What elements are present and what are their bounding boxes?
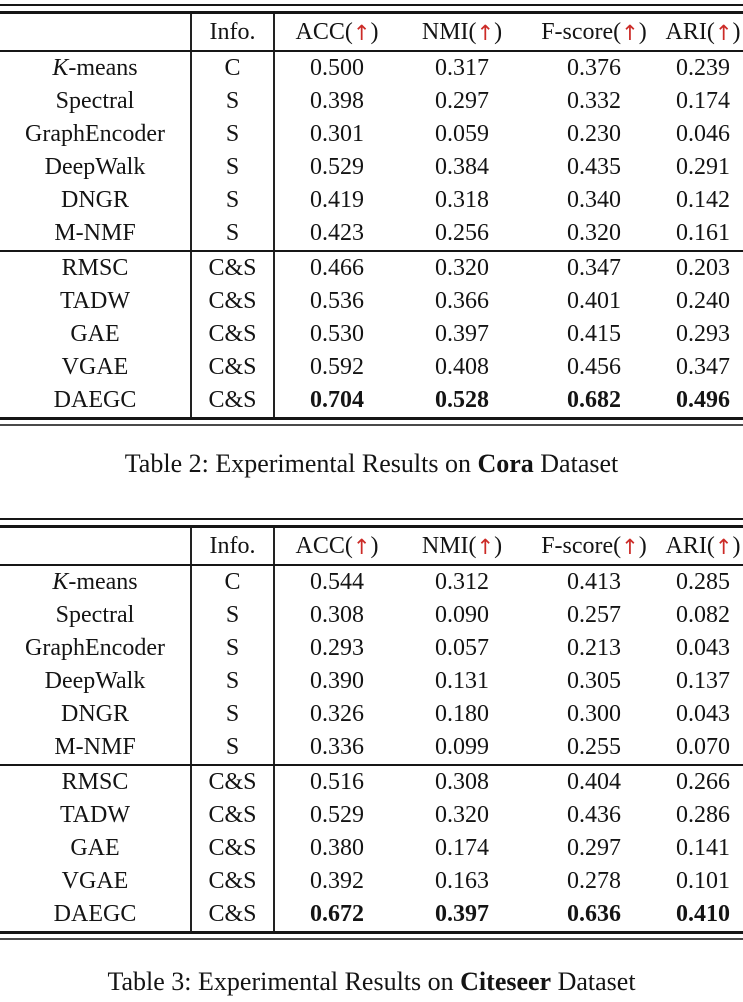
method-cell [0,184,190,217]
info-cell: C [190,566,275,599]
method-label: TADW [59,802,131,828]
value-cell: 0.090 [435,602,489,628]
table-row [0,217,743,250]
value-cell: 0.536 [310,288,364,314]
value-cell: 0.101 [676,868,730,894]
value-cell: 0.347 [676,354,730,380]
header-metric-ari: ARI( ↑ ) [665,532,741,559]
header-method-spacer [0,528,190,564]
value-cell: 0.174 [676,88,730,114]
table-row [0,566,743,599]
table-group-combined-info [0,252,743,417]
value-cells [275,118,743,151]
table-row [0,766,743,799]
header-metric-acc: ACC( ↑ ) [295,532,379,559]
value-cells [275,384,743,417]
value-cell: 0.297 [567,835,621,861]
method-cell [0,898,190,931]
method-label: DAEGC [53,387,137,413]
method-label: -means [68,569,138,595]
value-cell: 0.318 [435,187,489,213]
method-label: TADW [59,288,131,314]
method-cell [0,52,190,85]
method-cell [0,799,190,832]
value-cell: 0.174 [435,835,489,861]
value-cell: 0.436 [567,802,621,828]
header-method-spacer [0,14,190,50]
up-arrow-icon: ↑ [476,20,495,45]
value-cell: 0.057 [435,635,489,661]
value-cell: 0.340 [567,187,621,213]
method-cell [0,865,190,898]
value-cell: 0.239 [676,55,730,81]
table-header-row [0,14,743,50]
value-cells [275,599,743,632]
value-cell: 0.320 [567,220,621,246]
method-cell [0,665,190,698]
method-cell [0,566,190,599]
info-cell: S [190,85,275,118]
value-cell: 0.419 [310,187,364,213]
cora-results-table [0,4,743,426]
value-cell: 0.530 [310,321,364,347]
table-row [0,384,743,417]
value-cell: 0.529 [310,802,364,828]
table-group-single-info [0,52,743,250]
value-cell: 0.305 [567,668,621,694]
value-cells [275,799,743,832]
method-label: RMSC [61,769,129,795]
table-row [0,151,743,184]
up-arrow-icon: ↑ [352,20,371,45]
info-cell: C&S [190,799,275,832]
table-group-single-info [0,566,743,764]
value-cell: 0.317 [435,55,489,81]
value-cell: 0.291 [676,154,730,180]
info-cell: C&S [190,766,275,799]
method-label: Spectral [55,88,135,114]
method-cell [0,151,190,184]
value-cell: 0.142 [676,187,730,213]
value-cell: 0.320 [435,802,489,828]
up-arrow-icon: ↑ [476,534,495,559]
value-cell: 0.082 [676,602,730,628]
value-cell: 0.278 [567,868,621,894]
value-cell: 0.408 [435,354,489,380]
caption-suffix: Dataset [551,967,636,996]
method-cell [0,632,190,665]
info-cell: S [190,151,275,184]
header-metric-f-score: F-score( ↑ ) [541,532,647,559]
value-cell: 0.544 [310,569,364,595]
value-cell: 0.332 [567,88,621,114]
info-cell: C [190,52,275,85]
value-cell: 0.213 [567,635,621,661]
value-cells [275,85,743,118]
value-cell: 0.099 [435,734,489,760]
value-cells [275,898,743,931]
value-cell: 0.070 [676,734,730,760]
up-arrow-icon: ↑ [714,20,733,45]
value-cell: 0.397 [435,321,489,347]
method-label: K [52,569,69,595]
table-row [0,865,743,898]
method-label: DNGR [60,701,129,727]
table-row [0,632,743,665]
header-metric-ari: ARI( ↑ ) [665,18,741,45]
method-label: GAE [70,321,120,347]
up-arrow-icon: ↑ [352,534,371,559]
value-cell: 0.435 [567,154,621,180]
value-cell: 0.466 [310,255,364,281]
method-cell [0,832,190,865]
value-cells [275,698,743,731]
value-cells [275,766,743,799]
info-cell: C&S [190,351,275,384]
table-row [0,118,743,151]
method-label: DeepWalk [44,154,146,180]
method-cell [0,285,190,318]
method-cell [0,599,190,632]
info-cell: C&S [190,252,275,285]
caption-dataset-name: Cora [477,449,534,478]
paper-results-figure [0,4,743,1002]
value-cells [275,731,743,764]
value-cell: 0.384 [435,154,489,180]
value-cell: 0.312 [435,569,489,595]
value-cell: 0.043 [676,635,730,661]
value-cell: 0.516 [310,769,364,795]
method-label: M-NMF [54,734,136,760]
value-cell: 0.500 [310,55,364,81]
table-header-row [0,528,743,564]
method-label: GraphEncoder [25,121,165,147]
method-label: RMSC [61,255,129,281]
table-row [0,252,743,285]
table-row [0,285,743,318]
value-cells [275,665,743,698]
table-caption-citeseer [0,966,743,998]
up-arrow-icon: ↑ [714,534,733,559]
value-cell: 0.704 [310,387,364,413]
value-cell: 0.301 [310,121,364,147]
table-row [0,52,743,85]
value-cell: 0.161 [676,220,730,246]
info-cell: S [190,731,275,764]
value-cell: 0.059 [435,121,489,147]
value-cell: 0.240 [676,288,730,314]
value-cell: 0.392 [310,868,364,894]
method-cell [0,698,190,731]
value-cells [275,832,743,865]
value-cells [275,217,743,250]
info-cell: C&S [190,318,275,351]
method-label: DNGR [60,187,129,213]
value-cell: 0.286 [676,802,730,828]
method-label: Spectral [55,602,135,628]
info-cell: S [190,184,275,217]
info-cell: S [190,665,275,698]
method-cell [0,252,190,285]
header-metric-nmi: NMI( ↑ ) [421,18,503,45]
table-row [0,85,743,118]
method-label: -means [68,55,138,81]
value-cell: 0.043 [676,701,730,727]
table-row [0,698,743,731]
value-cell: 0.390 [310,668,364,694]
value-cell: 0.255 [567,734,621,760]
citeseer-results-table [0,518,743,940]
method-cell [0,351,190,384]
method-cell [0,384,190,417]
method-label: VGAE [61,868,129,894]
value-cell: 0.410 [676,901,730,927]
info-cell: S [190,599,275,632]
info-cell: S [190,118,275,151]
method-label: GraphEncoder [25,635,165,661]
method-label: M-NMF [54,220,136,246]
value-cell: 0.380 [310,835,364,861]
value-cell: 0.347 [567,255,621,281]
info-cell: S [190,217,275,250]
table-row [0,351,743,384]
method-cell [0,118,190,151]
method-cell [0,85,190,118]
value-cell: 0.256 [435,220,489,246]
header-info-label: Info. [190,14,275,50]
method-label: DAEGC [53,901,137,927]
value-cells [275,351,743,384]
table-row [0,898,743,931]
value-cell: 0.300 [567,701,621,727]
value-cells [275,184,743,217]
value-cell: 0.404 [567,769,621,795]
value-cell: 0.423 [310,220,364,246]
header-metrics [275,14,743,50]
value-cell: 0.137 [676,668,730,694]
table-bottom-rule-outer [0,938,743,940]
value-cell: 0.293 [676,321,730,347]
value-cell: 0.672 [310,901,364,927]
caption-prefix: Table 3: Experimental Results on [107,967,461,996]
value-cell: 0.401 [567,288,621,314]
value-cell: 0.230 [567,121,621,147]
value-cell: 0.293 [310,635,364,661]
info-cell: C&S [190,285,275,318]
value-cell: 0.529 [310,154,364,180]
header-metric-nmi: NMI( ↑ ) [421,532,503,559]
method-label: GAE [70,835,120,861]
value-cell: 0.141 [676,835,730,861]
header-metric-acc: ACC( ↑ ) [295,18,379,45]
caption-dataset-name: Citeseer [460,967,552,996]
info-cell: S [190,698,275,731]
value-cell: 0.376 [567,55,621,81]
value-cell: 0.266 [676,769,730,795]
value-cell: 0.326 [310,701,364,727]
value-cells [275,865,743,898]
header-metrics [275,528,743,564]
info-cell: C&S [190,898,275,931]
value-cell: 0.397 [435,901,489,927]
table-row [0,832,743,865]
info-cell: C&S [190,865,275,898]
method-cell [0,731,190,764]
method-label: DeepWalk [44,668,146,694]
caption-prefix: Table 2: Experimental Results on [124,449,478,478]
method-cell [0,318,190,351]
info-cell: S [190,632,275,665]
value-cell: 0.046 [676,121,730,147]
table-row [0,665,743,698]
value-cell: 0.398 [310,88,364,114]
value-cell: 0.456 [567,354,621,380]
method-label: VGAE [61,354,129,380]
value-cell: 0.203 [676,255,730,281]
value-cell: 0.496 [676,387,730,413]
value-cell: 0.415 [567,321,621,347]
value-cells [275,632,743,665]
value-cell: 0.308 [435,769,489,795]
value-cell: 0.528 [435,387,489,413]
table-row [0,318,743,351]
value-cell: 0.682 [567,387,621,413]
table-group-combined-info [0,766,743,931]
method-label: K [52,55,69,81]
value-cells [275,285,743,318]
info-cell: C&S [190,384,275,417]
value-cell: 0.336 [310,734,364,760]
method-cell [0,766,190,799]
value-cells [275,151,743,184]
value-cells [275,252,743,285]
value-cell: 0.413 [567,569,621,595]
value-cell: 0.285 [676,569,730,595]
value-cell: 0.592 [310,354,364,380]
table-row [0,799,743,832]
value-cell: 0.297 [435,88,489,114]
table-caption-cora [0,448,743,480]
info-cell: C&S [190,832,275,865]
header-info-label: Info. [190,528,275,564]
value-cells [275,52,743,85]
value-cell: 0.257 [567,602,621,628]
table-row [0,731,743,764]
value-cell: 0.180 [435,701,489,727]
value-cells [275,318,743,351]
header-metric-f-score: F-score( ↑ ) [541,18,647,45]
up-arrow-icon: ↑ [621,534,639,559]
value-cell: 0.163 [435,868,489,894]
up-arrow-icon: ↑ [621,20,639,45]
value-cell: 0.636 [567,901,621,927]
table-bottom-rule-outer [0,424,743,426]
value-cell: 0.366 [435,288,489,314]
value-cell: 0.131 [435,668,489,694]
value-cell: 0.320 [435,255,489,281]
method-cell [0,217,190,250]
value-cells [275,566,743,599]
table-row [0,599,743,632]
value-cell: 0.308 [310,602,364,628]
caption-suffix: Dataset [533,449,619,478]
table-row [0,184,743,217]
